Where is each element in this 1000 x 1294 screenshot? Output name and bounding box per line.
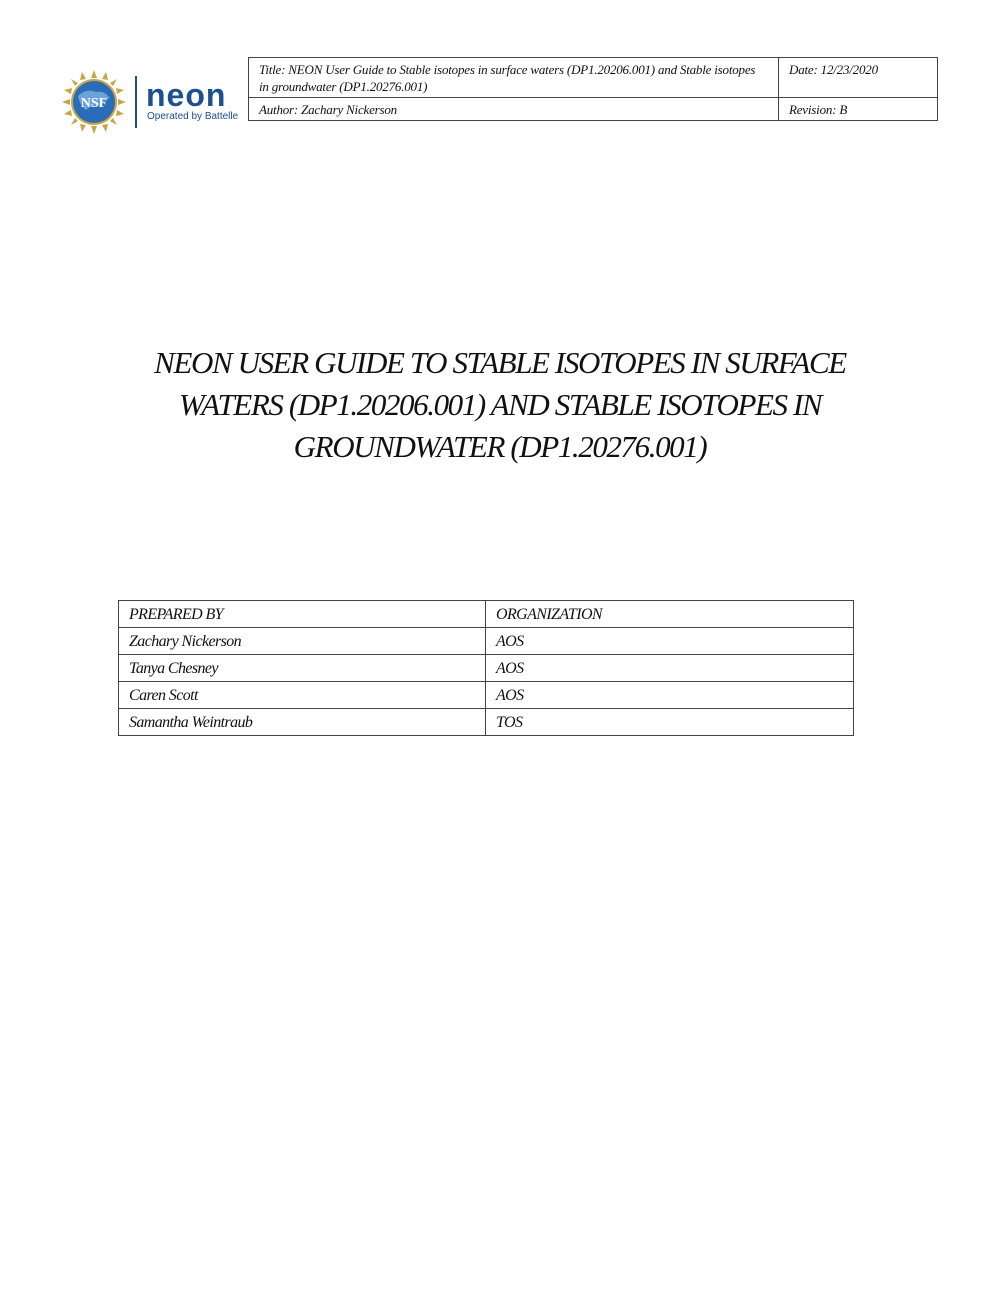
header-author: Author: Zachary Nickerson [249,98,779,121]
table-row [119,655,854,682]
prepared-by-header: PREPARED BY [119,601,486,628]
table-row [119,628,854,655]
header-date: Date: 12/23/2020 [779,58,938,98]
header-title: Title: NEON User Guide to Stable isotopes in surface waters (DP1.20206.001) and Stable isotopes in groundwater (DP1.20276.001) [249,58,779,98]
document-title-line-2: WATERS (DP1.20206.001) AND STABLE ISOTOPES IN [178,387,822,422]
preparer-name: Tanya Chesney [119,655,486,682]
preparer-organization: AOS [486,655,854,682]
logo-divider [135,76,137,128]
table-row [119,709,854,736]
neon-wordmark-text: neon [146,78,227,112]
neon-wordmark [146,78,238,112]
document-title [100,342,900,468]
logo-tagline: Operated by Battelle [147,111,239,122]
prepared-by-table [118,600,854,736]
preparer-organization: AOS [486,682,854,709]
header-row-1 [249,58,938,98]
preparer-organization: AOS [486,628,854,655]
document-title-line-1: NEON USER GUIDE TO STABLE ISOTOPES IN SURFACE [154,345,846,380]
table-row [119,682,854,709]
header-revision: Revision: B [779,98,938,121]
neon-nsf-logo [62,70,244,134]
preparer-name: Samantha Weintraub [119,709,486,736]
preparer-name: Zachary Nickerson [119,628,486,655]
document-title-line-3: GROUNDWATER (DP1.20276.001) [293,429,707,464]
header-row-2 [249,98,938,121]
nsf-seal-icon [62,70,126,134]
preparer-name: Caren Scott [119,682,486,709]
preparer-organization: TOS [486,709,854,736]
nsf-seal-text: NSF [80,96,108,111]
prepared-table-header-row [119,601,854,628]
organization-header: ORGANIZATION [486,601,854,628]
document-header-table [248,57,938,121]
